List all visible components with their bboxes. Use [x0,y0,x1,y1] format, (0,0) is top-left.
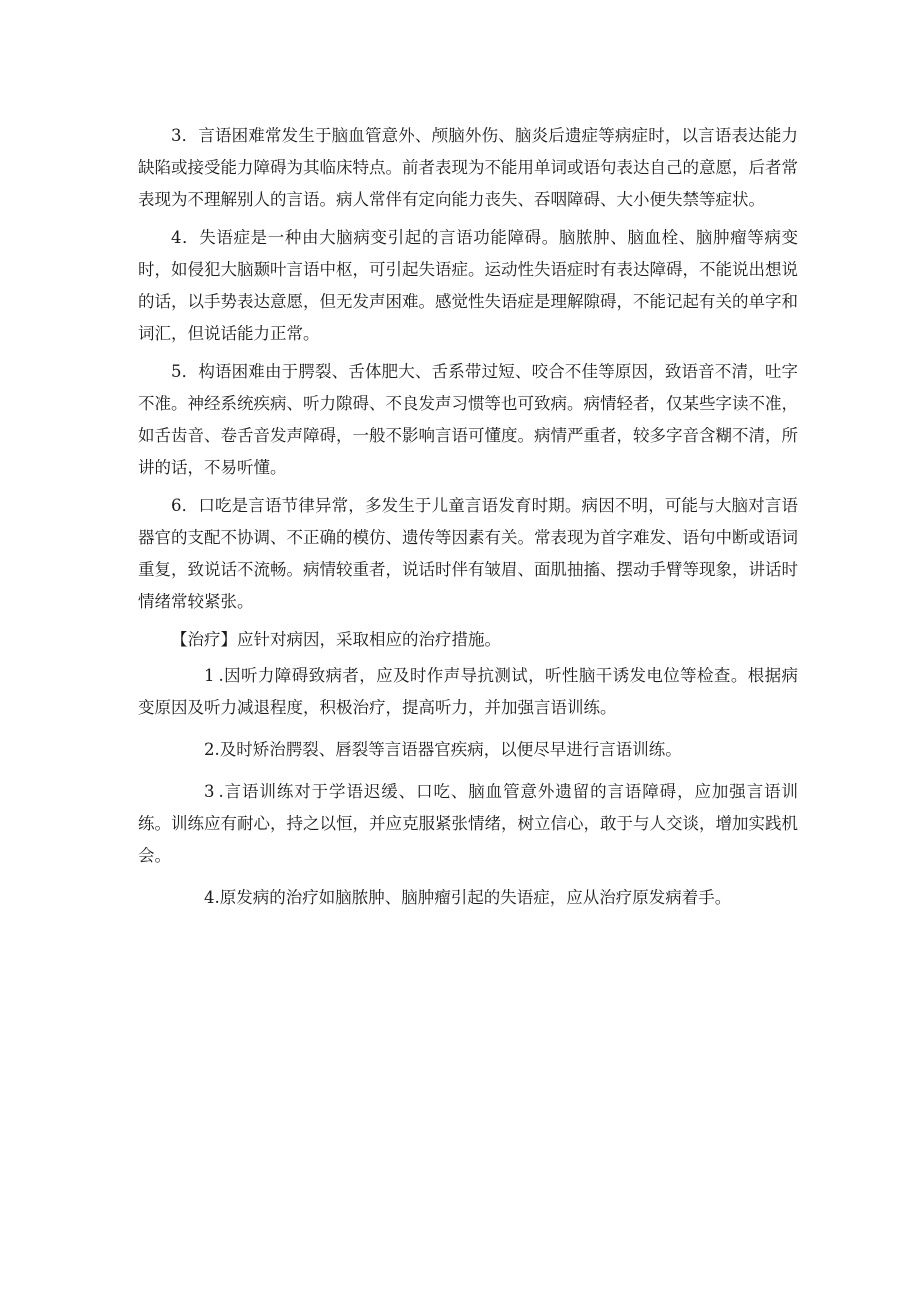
treatment-heading: 【治疗】应针对病因，采取相应的治疗措施。 [171,630,501,649]
treatment-item-number: 1 [204,666,215,685]
treatment-item-text: .因听力障碍致病者，应及时作声导抗测试，听性脑干诱发电位等检查。根据病变原因及听力减退程度，积极治疗，提高听力，并加强言语训练。 [138,666,798,717]
paragraph-item-3: 3．言语困难常发生于脑血管意外、颅脑外伤、脑炎后遗症等病症时，以言语表达能力缺陷或接受能力障碍为其临床特点。前者表现为不能用单词或语句表达自己的意愿，后者常表现为不理解别人的言语。病人常伴有定向能力丧失、吞咽障碍、大小便失禁等症状。 [138,126,798,209]
treatment-item-number: 4 [204,888,215,907]
treatment-item-number: 3 [204,782,215,801]
treatment-item-text: .言语训练对于学语迟缓、口吃、脑血管意外遗留的言语障碍，应加强言语训练。训练应有耐心，持之以恒，并应克服紧张情绪，树立信心，敢于与人交谈，增加实践机会。 [138,782,798,865]
paragraph-item-6: 6．口吃是言语节律异常，多发生于儿童言语发育时期。病因不明，可能与大脑对言语器官的支配不协调、不正确的模仿、遗传等因素有关。常表现为首字难发、语句中断或语词重复，致说话不流畅。病情较重者，说话时伴有皱眉、面肌抽搐、摆动手臂等现象，讲话时情绪常较紧张。 [138,496,798,611]
document-page [138,120,798,924]
paragraph-item-4: 4．失语症是一种由大脑病变引起的言语功能障碍。脑脓肿、脑血栓、脑肿瘤等病变时，如侵犯大脑颞叶言语中枢，可引起失语症。运动性失语症时有表达障碍，不能说出想说的话，以手势表达意愿，但无发声困难。感觉性失语症是理解隙碍，不能记起有关的单字和词汇，但说话能力正常。 [138,228,798,343]
paragraph-item-5: 5．构语困难由于腭裂、舌体肥大、舌系带过短、咬合不佳等原因，致语音不清，吐字不准。神经系统疾病、听力隙碍、不良发声习惯等也可致病。病情轻者，仅某些字读不准，如舌齿音、卷舌音发声障碍，一般不影响言语可懂度。病情严重者，较多字音含糊不清，所讲的话，不易听懂。 [138,362,798,477]
treatment-item-2 [138,734,798,766]
treatment-item-1 [138,660,798,724]
treatment-item-text: .及时矫治腭裂、唇裂等言语器官疾病，以便尽早进行言语训练。 [214,740,682,759]
treatment-item-4 [138,882,798,914]
treatment-item-text: .原发病的治疗如脑脓肿、脑肿瘤引起的失语症，应从治疗原发病着手。 [214,888,732,907]
treatment-item-number: 2 [204,740,215,759]
treatment-item-3 [138,776,798,872]
